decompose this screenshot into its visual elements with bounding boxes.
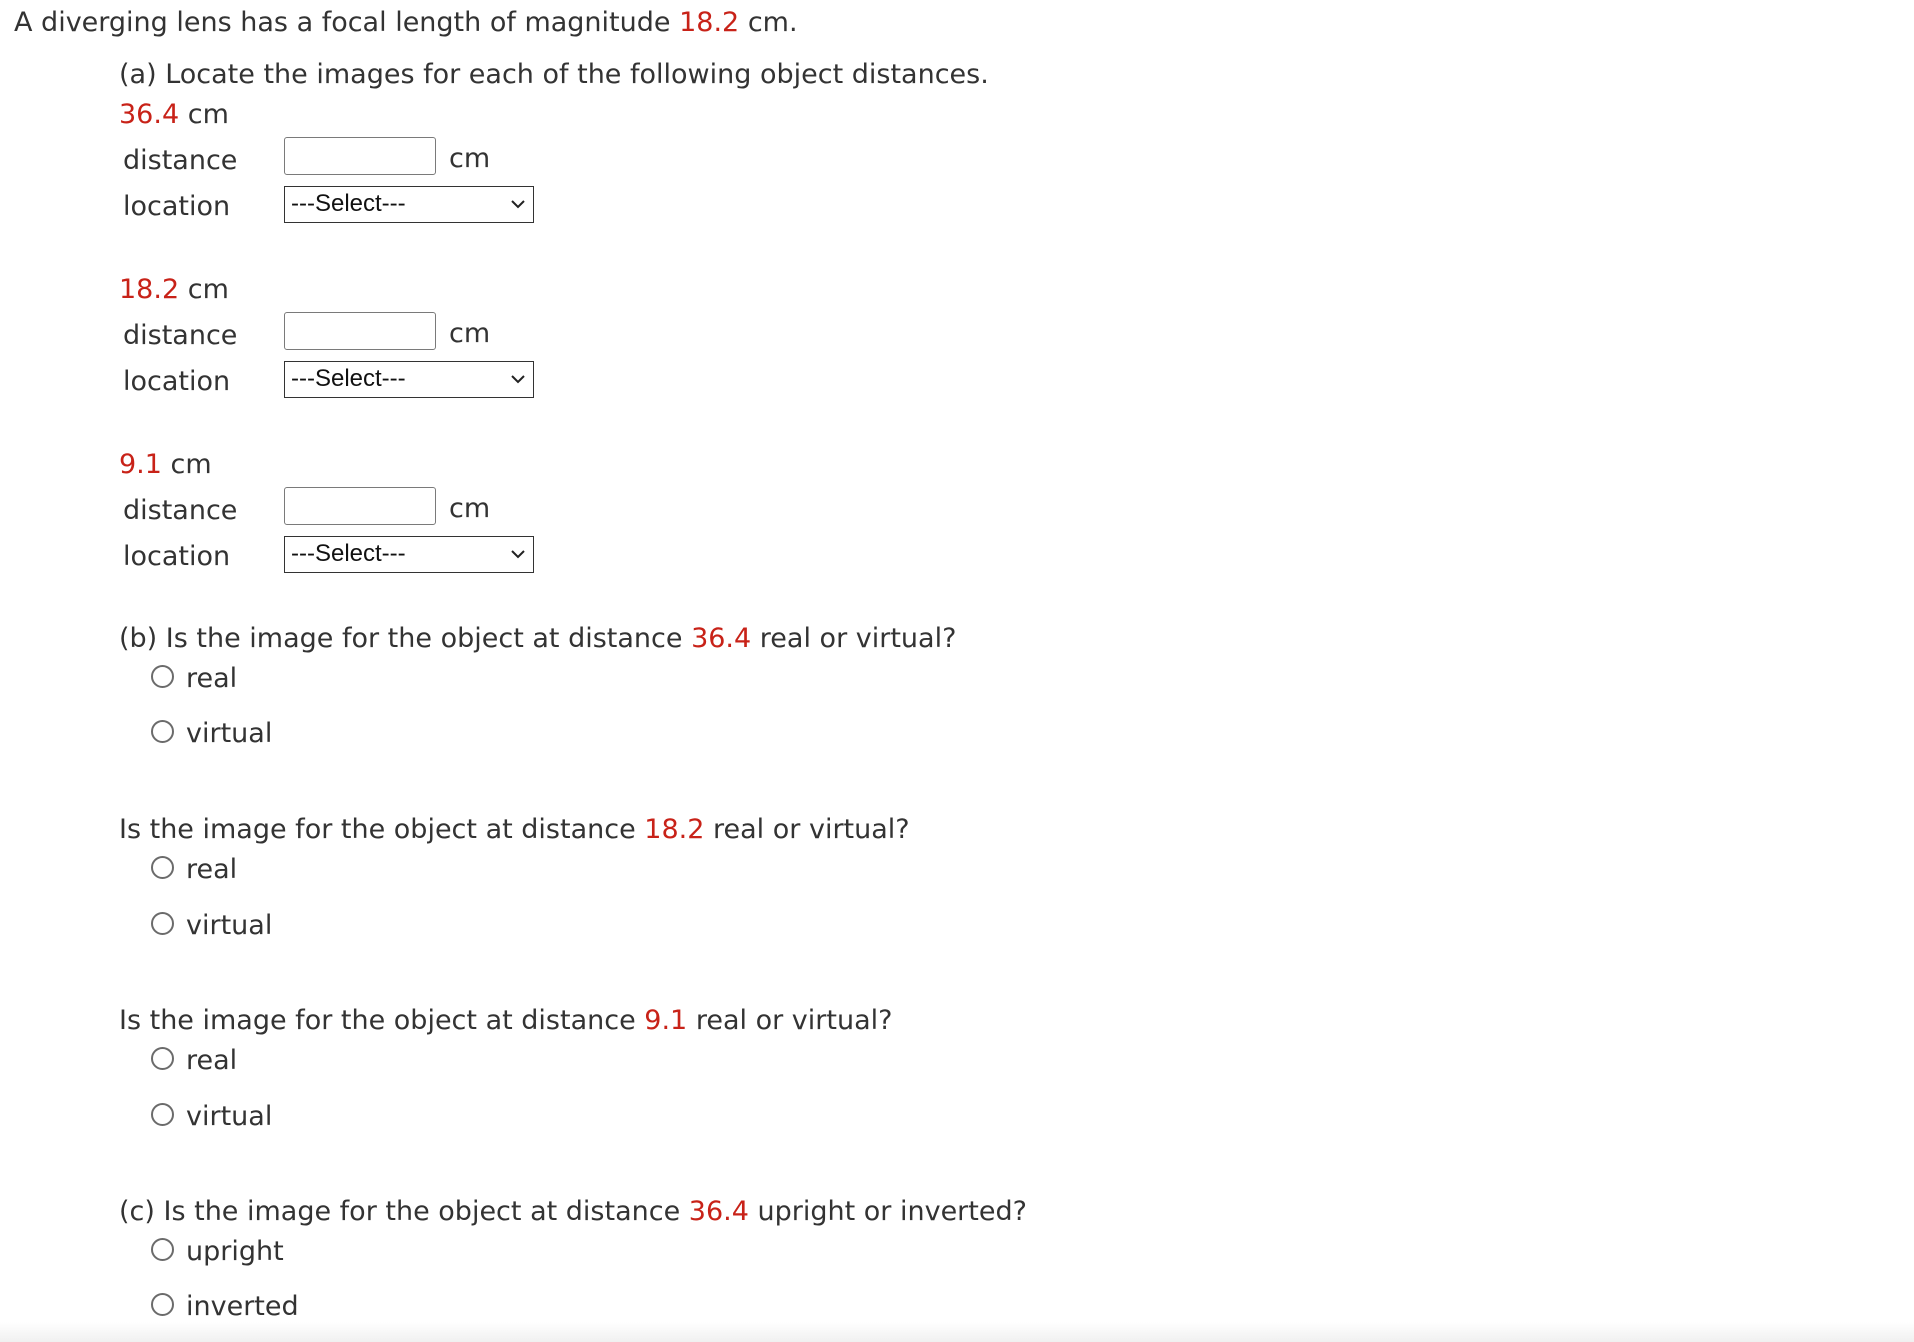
intro-prefix: A diverging lens has a focal length of magnitude: [14, 7, 671, 38]
object-distance-unit: cm: [187, 99, 229, 130]
distance-input[interactable]: [284, 312, 436, 350]
radio-label: real: [186, 854, 238, 885]
real-virtual-question-2: [119, 813, 910, 847]
radio-unchecked-icon[interactable]: [151, 1293, 174, 1316]
radio-unchecked-icon[interactable]: [151, 720, 174, 743]
radio-option-virtual[interactable]: [151, 1100, 272, 1134]
location-select-value: ---Select---: [291, 365, 406, 392]
case-title: [119, 98, 229, 132]
radio-option-real[interactable]: [151, 662, 237, 696]
radio-unchecked-icon[interactable]: [151, 665, 174, 688]
object-distance-value: 9.1: [119, 449, 162, 480]
chevron-down-icon: [509, 370, 527, 388]
question-prefix: (b) Is the image for the object at distance: [119, 623, 683, 654]
problem-statement: [14, 6, 798, 40]
distance-label: distance: [123, 495, 238, 526]
radio-label: virtual: [186, 1101, 273, 1132]
question-distance-value: 36.4: [691, 623, 752, 654]
question-suffix: real or virtual?: [695, 1005, 893, 1036]
distance-unit: cm: [449, 318, 491, 349]
chevron-down-icon: [509, 545, 527, 563]
radio-unchecked-icon[interactable]: [151, 1238, 174, 1261]
object-case-3: [119, 448, 819, 598]
location-label: location: [123, 366, 231, 397]
location-select[interactable]: [284, 536, 534, 573]
radio-label: upright: [186, 1236, 284, 1267]
page-bottom-shadow: [0, 1322, 1914, 1342]
question-prefix: Is the image for the object at distance: [119, 814, 636, 845]
radio-label: real: [186, 663, 238, 694]
location-select-value: ---Select---: [291, 190, 406, 217]
radio-unchecked-icon[interactable]: [151, 912, 174, 935]
case-title: [119, 273, 229, 307]
radio-option-inverted[interactable]: [151, 1290, 299, 1324]
case-title: [119, 448, 212, 482]
radio-unchecked-icon[interactable]: [151, 856, 174, 879]
focal-length-value: 18.2: [679, 7, 740, 38]
location-select[interactable]: [284, 186, 534, 223]
radio-option-virtual[interactable]: [151, 909, 272, 943]
question-suffix: real or virtual?: [759, 623, 957, 654]
location-label: location: [123, 541, 231, 572]
upright-inverted-question: [119, 1195, 1027, 1229]
distance-unit: cm: [449, 143, 491, 174]
radio-option-virtual[interactable]: [151, 717, 272, 751]
object-distance-value: 18.2: [119, 274, 180, 305]
radio-label: virtual: [186, 718, 273, 749]
chevron-down-icon: [509, 195, 527, 213]
real-virtual-question-1: [119, 622, 956, 656]
distance-unit: cm: [449, 493, 491, 524]
object-case-1: [119, 98, 819, 248]
object-distance-unit: cm: [187, 274, 229, 305]
distance-label: distance: [123, 320, 238, 351]
real-virtual-question-3: [119, 1004, 892, 1038]
question-prefix: Is the image for the object at distance: [119, 1005, 636, 1036]
distance-input[interactable]: [284, 487, 436, 525]
part-a-prompt: (a) Locate the images for each of the following object distances.: [119, 59, 989, 90]
object-distance-unit: cm: [170, 449, 212, 480]
radio-label: real: [186, 1045, 238, 1076]
radio-label: virtual: [186, 910, 273, 941]
object-distance-value: 36.4: [119, 99, 180, 130]
question-suffix: real or virtual?: [713, 814, 910, 845]
question-distance-value: 18.2: [644, 814, 705, 845]
radio-option-upright[interactable]: [151, 1235, 284, 1269]
question-distance-value: 36.4: [688, 1196, 749, 1227]
location-label: location: [123, 191, 231, 222]
intro-suffix: cm.: [747, 7, 798, 38]
radio-label: inverted: [186, 1291, 299, 1322]
location-select-value: ---Select---: [291, 540, 406, 567]
radio-option-real[interactable]: [151, 853, 237, 887]
object-case-2: [119, 273, 819, 423]
radio-unchecked-icon[interactable]: [151, 1103, 174, 1126]
location-select[interactable]: [284, 361, 534, 398]
distance-label: distance: [123, 145, 238, 176]
distance-input[interactable]: [284, 137, 436, 175]
question-distance-value: 9.1: [644, 1005, 688, 1036]
radio-unchecked-icon[interactable]: [151, 1047, 174, 1070]
question-suffix: upright or inverted?: [757, 1196, 1027, 1227]
question-prefix: (c) Is the image for the object at distance: [119, 1196, 681, 1227]
radio-option-real[interactable]: [151, 1044, 237, 1078]
